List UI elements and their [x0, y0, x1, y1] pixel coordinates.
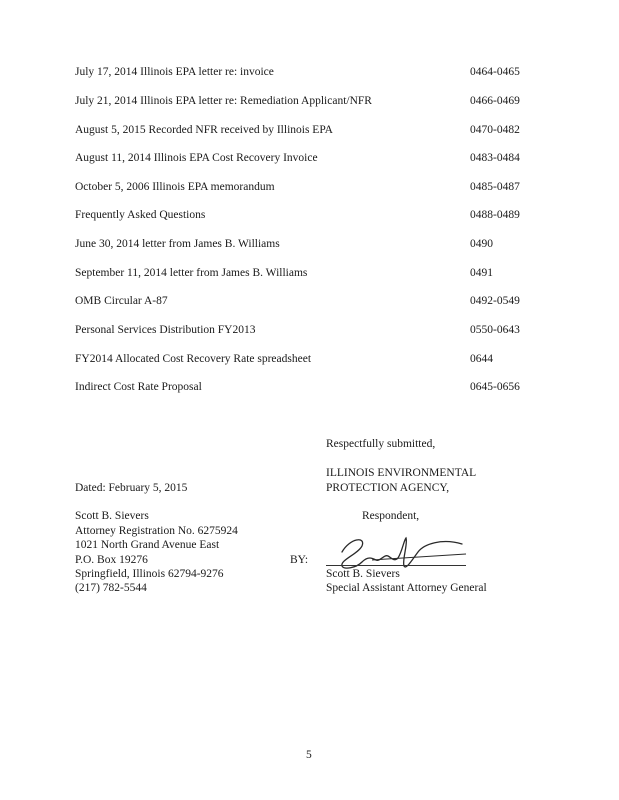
- exhibit-description: July 21, 2014 Illinois EPA letter re: Remediation Applicant/NFR: [75, 95, 372, 107]
- by-label: BY:: [290, 554, 309, 566]
- signer-title: Special Assistant Attorney General: [326, 582, 487, 594]
- agency-name-line1: ILLINOIS ENVIRONMENTAL: [326, 467, 477, 479]
- exhibit-description: Indirect Cost Rate Proposal: [75, 381, 202, 393]
- exhibit-row: [75, 353, 535, 369]
- exhibit-description: Frequently Asked Questions: [75, 209, 206, 221]
- exhibit-description: OMB Circular A-87: [75, 295, 168, 307]
- exhibit-pages: 0470-0482: [470, 124, 520, 136]
- attorney-registration: Attorney Registration No. 6275924: [75, 525, 238, 537]
- exhibit-description: FY2014 Allocated Cost Recovery Rate spreadsheet: [75, 353, 312, 365]
- attorney-phone: (217) 782-5544: [75, 582, 147, 594]
- attorney-city: Springfield, Illinois 62794-9276: [75, 568, 224, 580]
- exhibit-description: August 5, 2015 Recorded NFR received by Illinois EPA: [75, 124, 333, 136]
- exhibit-pages: 0488-0489: [470, 209, 520, 221]
- exhibit-row: [75, 66, 535, 82]
- page-number: 5: [306, 749, 312, 761]
- exhibit-pages: 0644: [470, 353, 493, 365]
- exhibit-description: August 11, 2014 Illinois EPA Cost Recovery Invoice: [75, 152, 318, 164]
- exhibit-pages: 0485-0487: [470, 181, 520, 193]
- exhibit-row: [75, 152, 535, 168]
- exhibit-row: [75, 124, 535, 140]
- attorney-name: Scott B. Sievers: [75, 510, 149, 522]
- respectfully-submitted: Respectfully submitted,: [326, 438, 436, 450]
- exhibit-pages: 0483-0484: [470, 152, 520, 164]
- exhibit-description: June 30, 2014 letter from James B. Williams: [75, 238, 280, 250]
- exhibit-pages: 0491: [470, 267, 493, 279]
- signer-name: Scott B. Sievers: [326, 568, 400, 580]
- exhibit-description: September 11, 2014 letter from James B. Williams: [75, 267, 308, 279]
- exhibit-row: [75, 95, 535, 111]
- exhibit-pages: 0645-0656: [470, 381, 520, 393]
- attorney-po-box: P.O. Box 19276: [75, 554, 148, 566]
- exhibit-description: July 17, 2014 Illinois EPA letter re: invoice: [75, 66, 274, 78]
- respondent-label: Respondent,: [362, 510, 420, 522]
- exhibit-row: [75, 209, 535, 225]
- attorney-address: 1021 North Grand Avenue East: [75, 539, 220, 551]
- exhibit-row: [75, 381, 535, 397]
- exhibit-row: [75, 238, 535, 254]
- exhibit-row: [75, 295, 535, 311]
- dated-line: Dated: February 5, 2015: [75, 482, 188, 494]
- exhibit-description: Personal Services Distribution FY2013: [75, 324, 256, 336]
- exhibit-row: [75, 181, 535, 197]
- exhibit-pages: 0464-0465: [470, 66, 520, 78]
- exhibit-description: October 5, 2006 Illinois EPA memorandum: [75, 181, 275, 193]
- exhibit-pages: 0466-0469: [470, 95, 520, 107]
- exhibit-pages: 0492-0549: [470, 295, 520, 307]
- agency-name-line2: PROTECTION AGENCY,: [326, 482, 450, 494]
- exhibit-row: [75, 267, 535, 283]
- exhibit-pages: 0490: [470, 238, 493, 250]
- exhibit-pages: 0550-0643: [470, 324, 520, 336]
- exhibit-row: [75, 324, 535, 340]
- signature-line: [326, 565, 466, 566]
